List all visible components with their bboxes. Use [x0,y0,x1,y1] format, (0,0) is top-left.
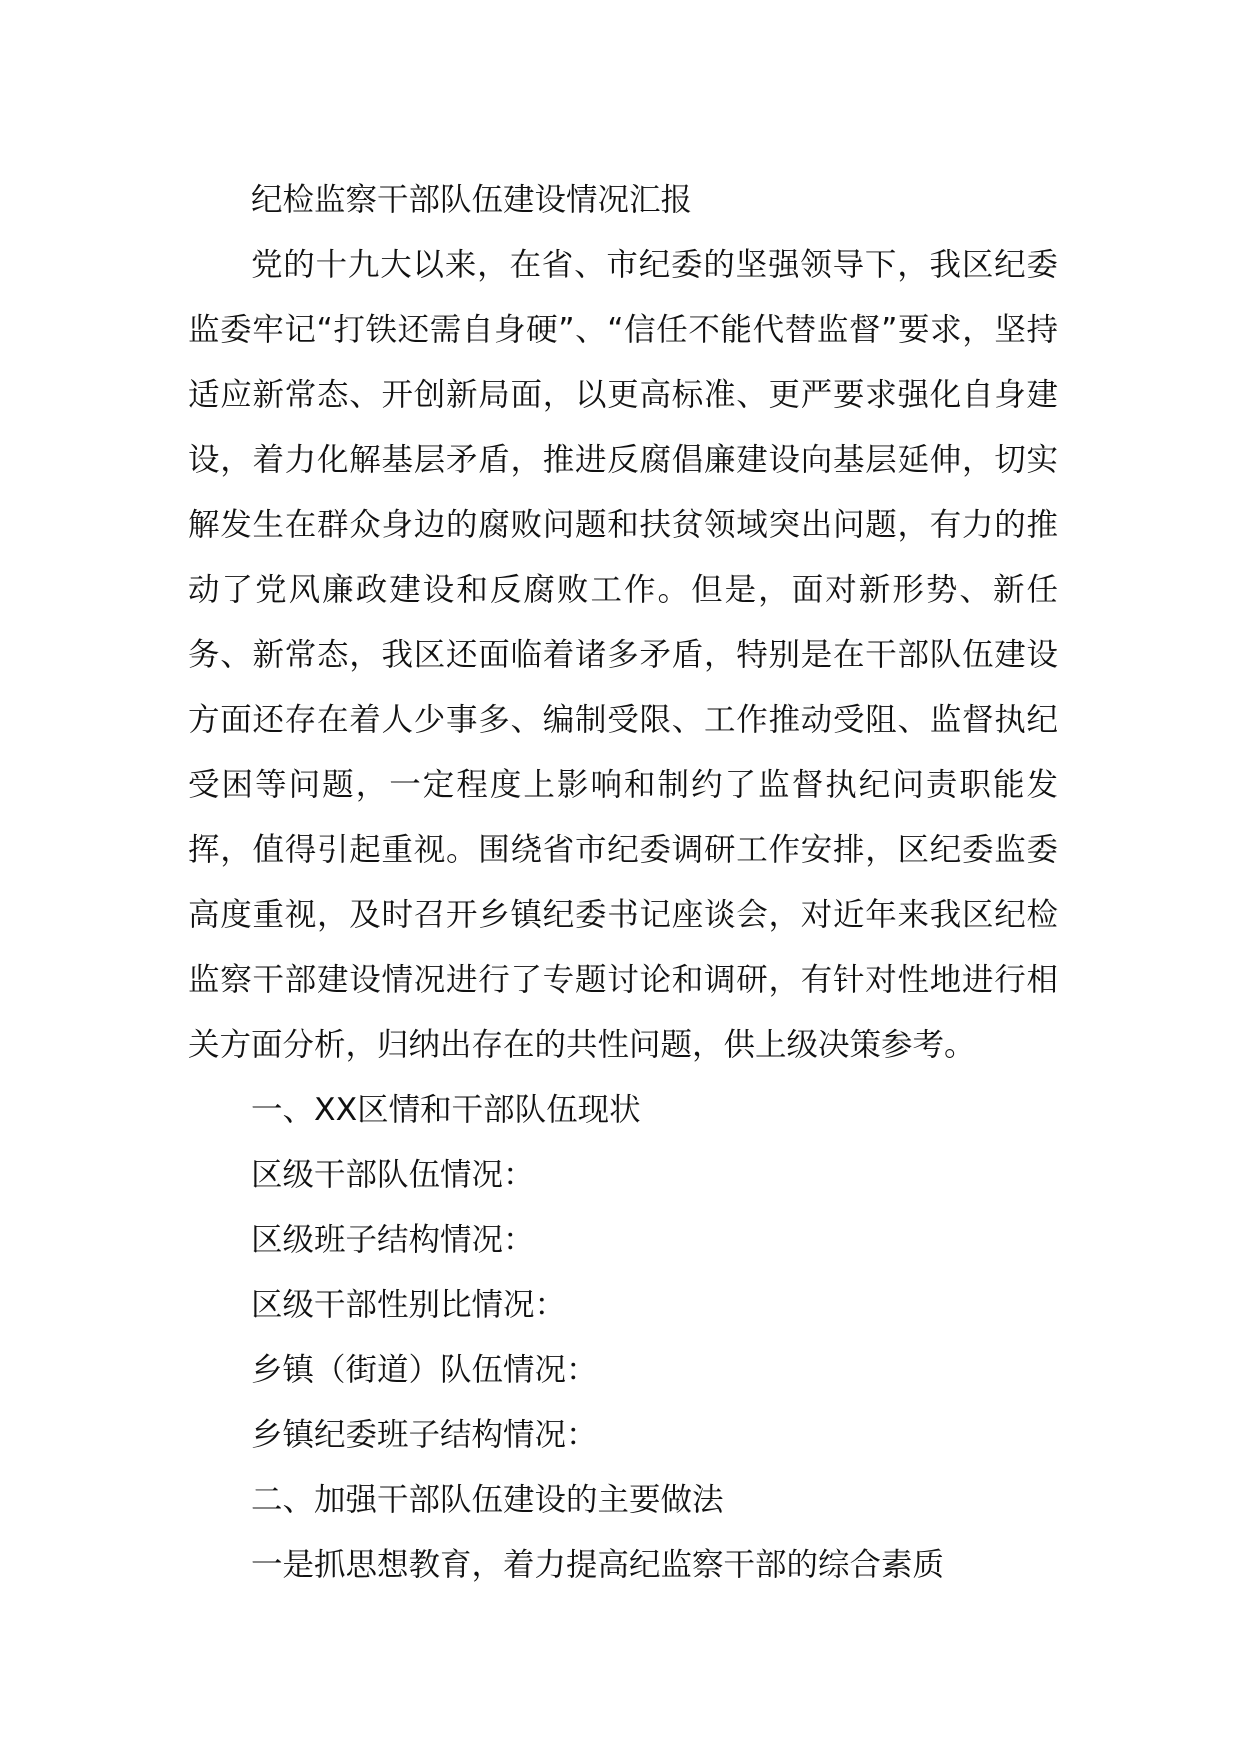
section-2-first-point: 一是抓思想教育，着力提高纪监察干部的综合素质 [251,1547,945,1583]
document-title: 纪检监察干部队伍建设情况汇报 [251,182,693,218]
section-1-item-district-gender-ratio: 区级干部性别比情况： [251,1287,567,1323]
section-1-heading: 一、XX区情和干部队伍现状 [251,1092,641,1128]
section-1-item-district-cadres: 区级干部队伍情况： [251,1157,535,1193]
section-1-item-township-commission-structure: 乡镇纪委班子结构情况： [251,1417,598,1453]
intro-paragraph: 党的十九大以来，在省、市纪委的坚强领导下，我区纪委监委牢记“打铁还需自身硬”、“信任不能代替监督”要求，坚持适应新常态、开创新局面，以更高标准、更严要求强化自身建设，着力化解基层矛盾，推进反腐倡廉建设向基层延伸，切实解发生在群众身边的腐败问题和扶贫领域突出问题，有力的推动了党风廉政建设和反腐败工作。但是，面对新形势、新任务、新常态，我区还面临着诸多矛盾，特别是在干部队伍建设方面还存在着人少事多、编制受限、工作推动受阻、监督执纪受困等问题，一定程度上影响和制约了监督执纪问责职能发挥，值得引起重视。围绕省市纪委调研工作安排，区纪委监委高度重视，及时召开乡镇纪委书记座谈会，对近年来我区纪检监察干部建设情况进行了专题讨论和调研，有针对性地进行相关方面分析，归纳出存在的共性问题，供上级决策参考。 [188,247,1058,1063]
section-1-item-township-team: 乡镇（街道）队伍情况： [251,1352,598,1388]
document-body [188,168,1058,1598]
section-2-heading: 二、加强干部队伍建设的主要做法 [251,1482,724,1518]
section-1-item-district-team-structure: 区级班子结构情况： [251,1222,535,1258]
